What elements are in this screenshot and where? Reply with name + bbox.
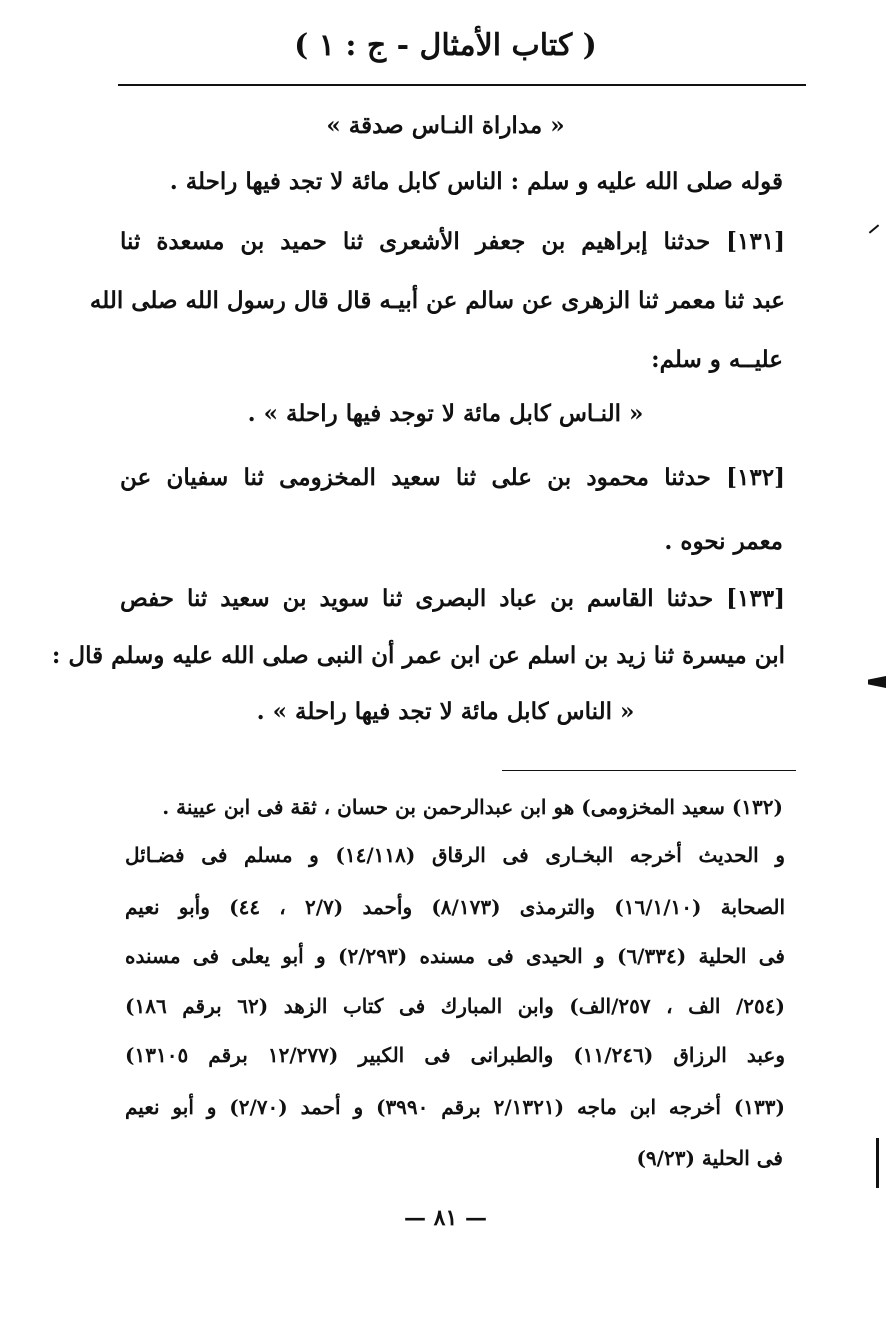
entry-131-line-2: عبد ثنا معمر ثنا الزهرى عن سالم عن أبيـه قال قال رسول الله صلى الله [89,287,785,314]
footnote-rule [502,770,796,771]
header-rule [118,84,806,86]
footnote-line-1: (١٣٢) سعيد المخزومى) هو ابن عبدالرحمن بن حسان ، ثقة فى ابن عيينة . [162,795,783,819]
page-title: ( كتاب الأمثال - ج : ١ ) [294,28,597,63]
entry-133-quote: « الناس كابل مائة لا تجد فيها راحلة » . [256,698,635,725]
entry-131-line-3: عليــه و سلم: [651,346,783,373]
entry-131-quote: « النـاس كابل مائة لا توجد فيها راحلة » . [247,400,644,427]
footnote-line-2: و الحديث أخرجه البخـارى فى الرقاق (١٤/١١٨) و مسلم فى فضـائل [125,843,785,867]
footnote-line-7: (١٣٣) أخرجه ابن ماجه (٢/١٣٢١ برقم ٣٩٩٠) و أحمد (٢/٧٠) و أبو نعيم [125,1095,785,1119]
entry-132-line-2: معمر نحوه . [664,528,783,555]
section-heading: « مداراة النـاس صدقة » [326,112,565,139]
margin-mark-top-right [869,224,879,233]
hadith-intro: قوله صلى الله عليه و سلم : الناس كابل مائة لا تجد فيها راحلة . [169,168,783,195]
entry-133-line-2: ابن ميسرة ثنا زيد بن اسلم عن ابن عمر أن النبى صلى الله عليه وسلم قال : [51,642,785,669]
footnote-line-3: الصحابة (١٦/١/١٠) والترمذى (٨/١٧٣) وأحمد (٢/٧ ، ٤٤) وأبو نعيم [125,895,786,919]
margin-mark-bracket [876,1138,879,1188]
footnote-line-8: فى الحلية (٩/٢٣) [636,1146,783,1170]
footnote-line-6: وعبد الرزاق (١١/٢٤٦) والطبرانى فى الكبير (١٢/٢٧٧ برقم ١٣١٠٥) [125,1043,786,1067]
entry-131-line-1: [١٣١] حدثنا إبراهيم بن جعفر الأشعرى ثنا حميد بن مسعدة ثنا [120,228,785,255]
margin-mark-arrow [868,676,886,688]
footnote-line-5: (٢٥٤/ الف ، ٢٥٧/الف) وابن المبارك فى كتاب الزهد (٦٢ برقم ١٨٦) [125,994,785,1018]
page-number: — ٨١ — [404,1205,487,1231]
entry-132-line-1: [١٣٢] حدثنا محمود بن على ثنا سعيد المخزومى ثنا سفيان عن [120,464,785,491]
footnote-line-4: فى الحلية (٦/٣٣٤) و الحيدى فى مسنده (٢/٢٩٣) و أبو يعلى فى مسنده [125,944,785,968]
entry-133-line-1: [١٣٣] حدثنا القاسم بن عباد البصرى ثنا سويد بن سعيد ثنا حفص [120,585,785,612]
